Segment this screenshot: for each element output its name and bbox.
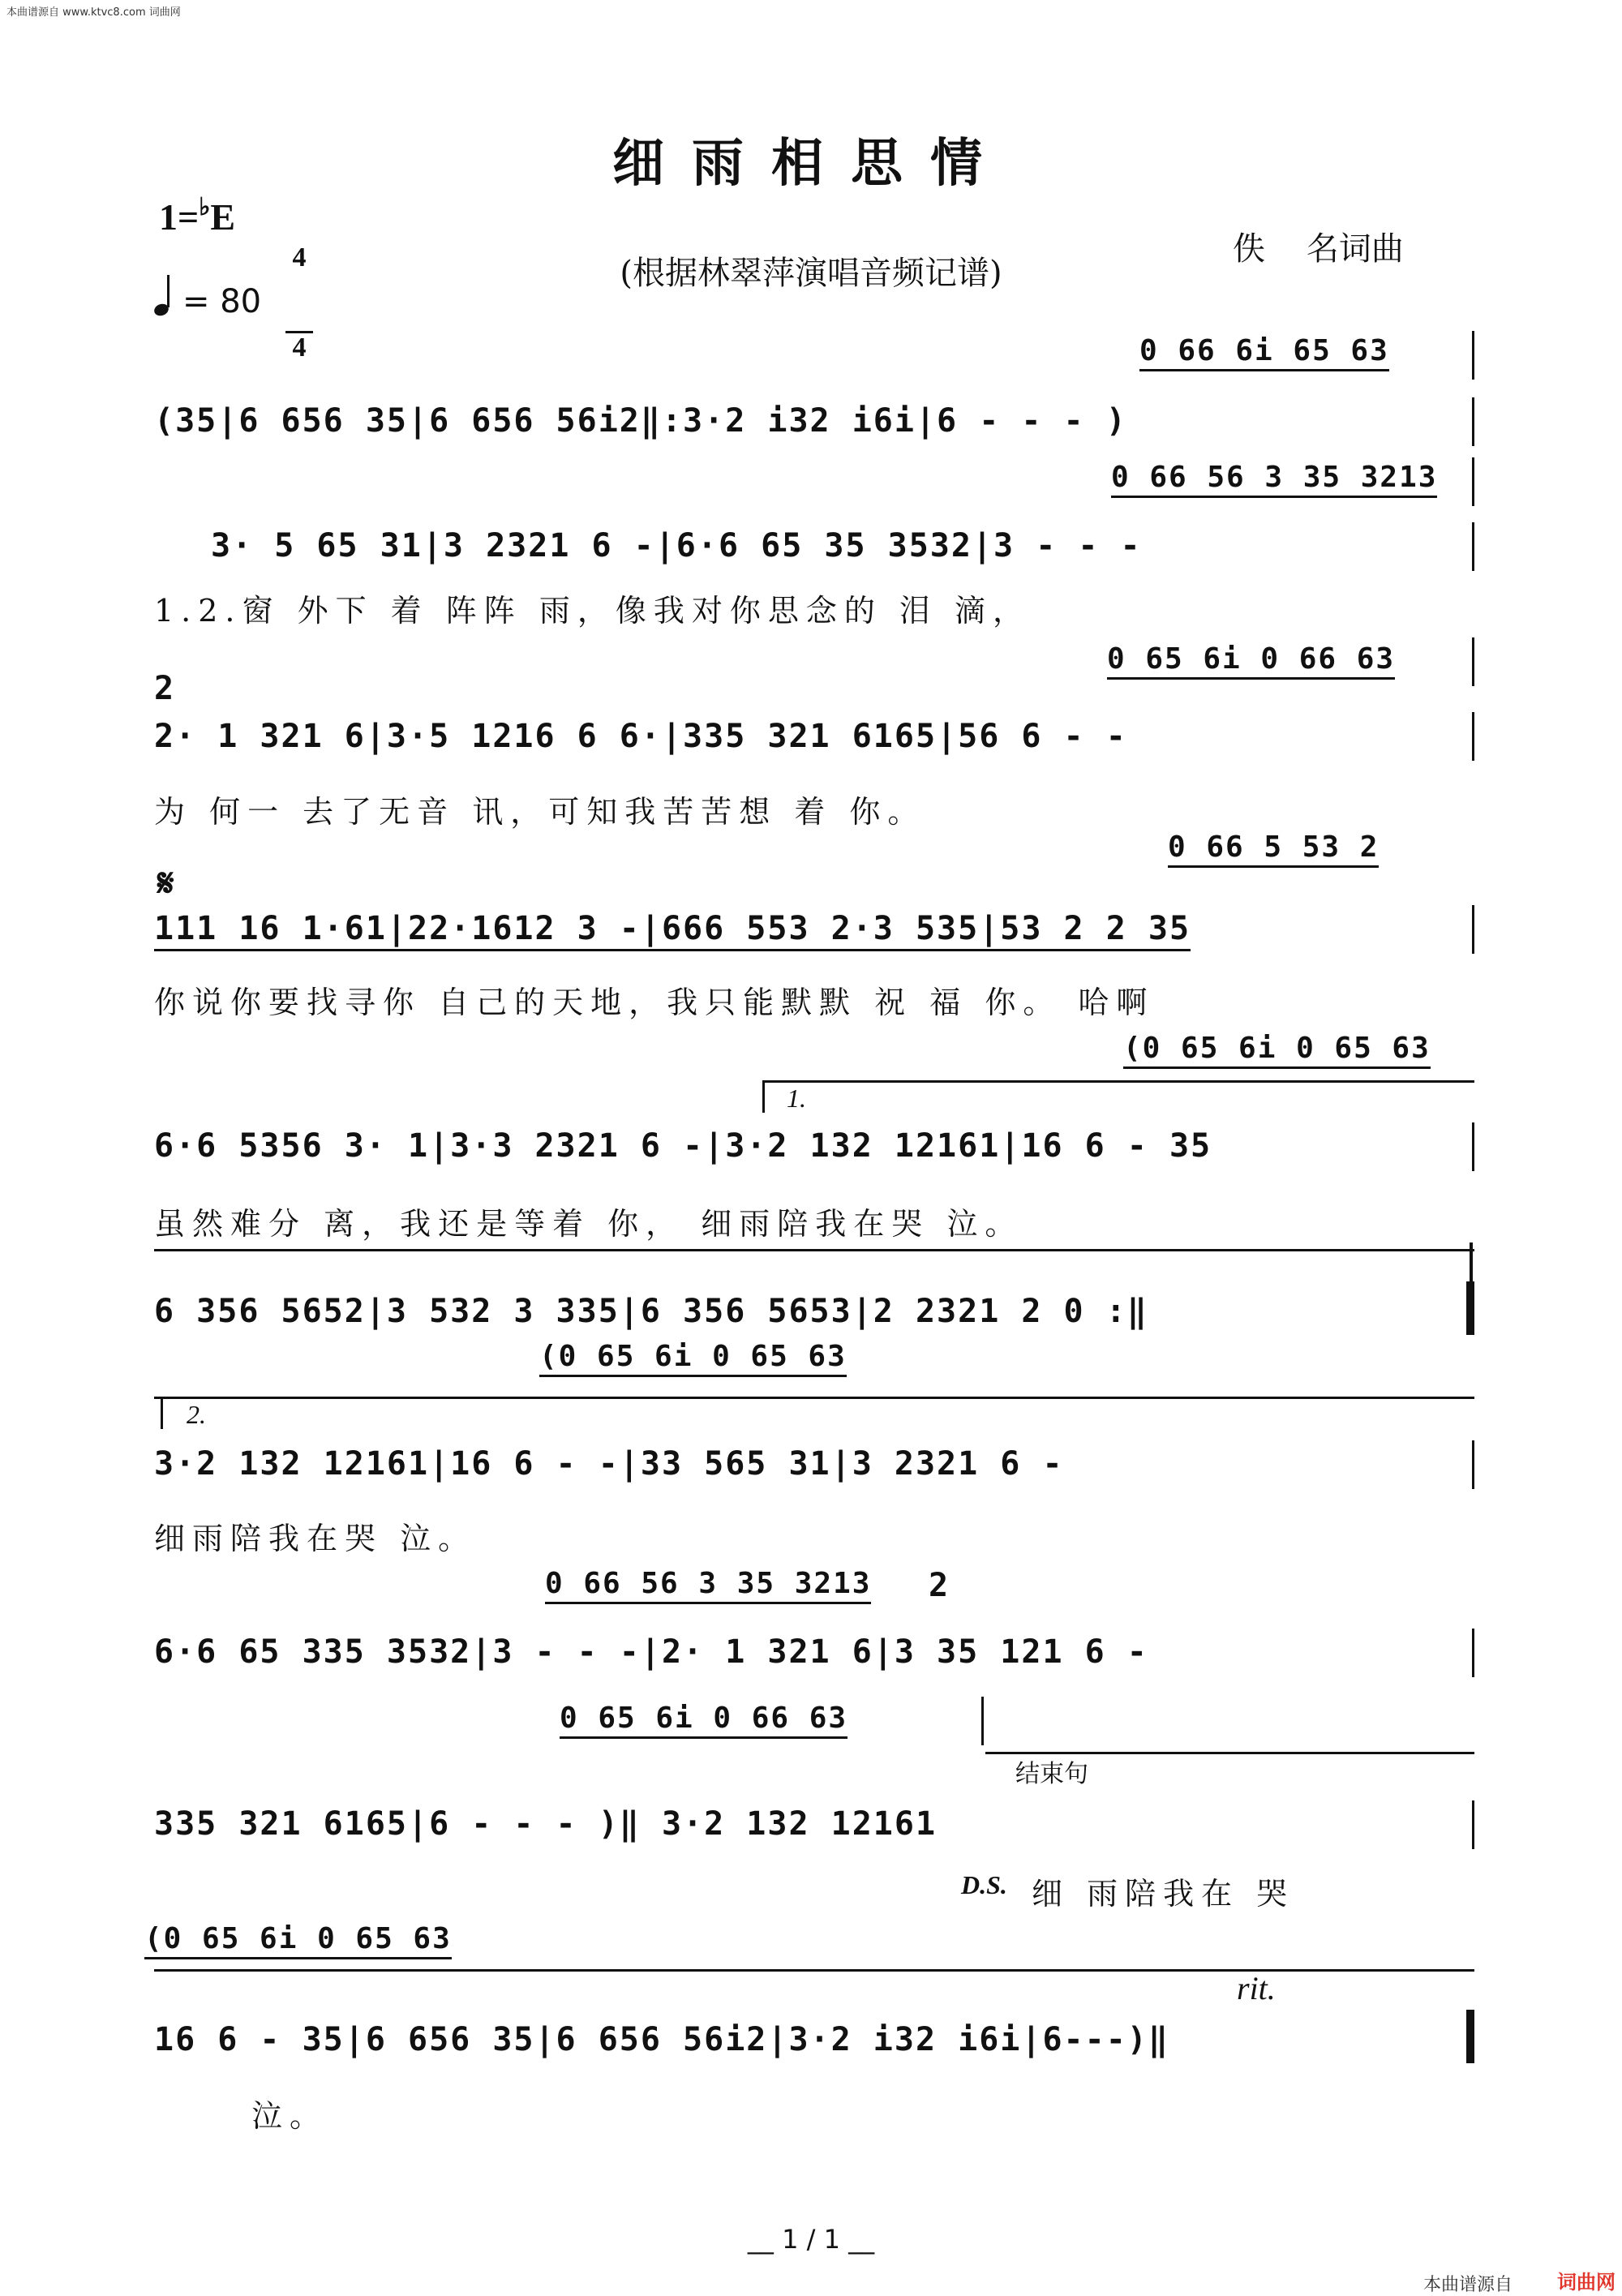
notation-row-8: 6·6 65 335 3532|3 - - -|2· 1 321 6|3 35 121 6 - (154, 1633, 1148, 1671)
barline (1472, 712, 1474, 761)
barline (981, 1697, 984, 1745)
section-rule (154, 1969, 1474, 1972)
notation-row-8-upper: 0 66 56 3 35 3213 (545, 1567, 871, 1604)
barline (1472, 637, 1474, 686)
dal-segno-marker: D.S. (961, 1870, 1007, 1899)
author-credit: 佚 名词曲 (1233, 230, 1404, 268)
lyrics-row-2: 1.2.窗 外下 着 阵阵 雨，像我对你思念的 泪 滴， (154, 593, 1031, 629)
notation-row-6-lower: (0 65 6i 0 65 63 (539, 1340, 847, 1377)
lyrics-row-9: 细 雨陪我在 哭 (1032, 1876, 1295, 1912)
watermark-bottom: 本曲谱源自 (1423, 2275, 1513, 2295)
notation-row-3-upper: 0 65 6i 0 66 63 (1107, 642, 1395, 680)
notation-row-5-upper: (0 65 6i 0 65 63 (1123, 1032, 1431, 1069)
lyrics-row-10: 泣。 (251, 2098, 328, 2134)
volta-2-bracket (154, 1397, 1474, 1399)
barline (1472, 905, 1474, 954)
measure-marker: 2 (154, 670, 176, 707)
ritardando-marking: rit. (1237, 1970, 1276, 2006)
barline (1472, 331, 1474, 380)
notation-row-4-upper: 0 66 5 53 2 (1168, 830, 1379, 868)
flat-icon: ♭ (199, 194, 211, 221)
lyrics-row-3: 为 何一 去了无音 讯，可知我苦苦想 着 你。 (154, 794, 926, 830)
tempo-marking: = 80 (154, 280, 261, 320)
meter-denominator: 4 (285, 331, 313, 363)
repeat-end-barline (1466, 1281, 1474, 1335)
notation-row-3: 2· 1 321 6|3·5 1216 6 6·|335 321 6165|56 6 - - (154, 718, 1127, 755)
subtitle: (根据林翠萍演唱音频记谱) (620, 255, 1002, 292)
volta-1-bracket (762, 1080, 1474, 1083)
barline (1472, 457, 1474, 506)
barline (1472, 397, 1474, 446)
page-number: __ 1 / 1 __ (747, 2224, 875, 2255)
notation-row-9-upper: 0 65 6i 0 66 63 (560, 1702, 847, 1739)
notation-row-10: 16 6 - 35|6 656 35|6 656 56i2|3·2 i32 i6i|6---)‖ (154, 2021, 1169, 2058)
site-logo: 词曲网 (1557, 2271, 1616, 2294)
song-title: 细雨相思情 (612, 133, 1010, 194)
notation-row-1-pickup: 0 66 6i 65 63 (1139, 334, 1389, 371)
final-barline (1466, 2010, 1474, 2063)
notation-row-9: 335 321 6165|6 - - - )‖ 3·2 132 12161 (154, 1805, 938, 1843)
lyrics-row-4: 你说你要找寻你 自己的天地，我只能默默 祝 福 你。 哈啊 (154, 985, 1155, 1020)
volta-1-label: 1. (787, 1084, 806, 1113)
key-signature: 1=♭E (159, 194, 236, 238)
notation-row-4: 111 16 1·61|22·1612 3 -|666 553 2·3 535|53 2 2 35 (154, 910, 1191, 951)
barline (1472, 1122, 1474, 1171)
lyrics-row-7: 细雨陪我在哭 泣。 (154, 1521, 477, 1556)
measure-marker: 2 (929, 1567, 950, 1604)
watermark-top: 本曲谱源自 www.ktvc8.com 词曲网 (6, 6, 181, 19)
volta-2-label: 2. (187, 1400, 206, 1429)
barline (1472, 1440, 1474, 1489)
coda-label: 结束句 (1015, 1760, 1088, 1788)
barline (1472, 1800, 1474, 1849)
notation-row-2-upper: 0 66 56 3 35 3213 (1111, 461, 1437, 498)
barline (1472, 522, 1474, 571)
notation-row-2: 3· 5 65 31|3 2321 6 -|6·6 65 35 3532|3 - - - (211, 527, 1142, 564)
section-rule (154, 1249, 1474, 1251)
notation-row-7: 3·2 132 12161|16 6 - -|33 565 31|3 2321 6 - (154, 1445, 1064, 1483)
meter-numerator: 4 (292, 242, 307, 273)
notation-row-6: 6 356 5652|3 532 3 335|6 356 5653|2 2321 2 0 :‖ (154, 1293, 1148, 1330)
notation-row-10-upper: (0 65 6i 0 65 63 (144, 1922, 452, 1959)
segno-icon: 𝄋 (157, 862, 174, 905)
notation-row-5: 6·6 5356 3· 1|3·3 2321 6 -|3·2 132 12161|16 6 - 35 (154, 1127, 1212, 1165)
lyrics-row-5: 虽然难分 离，我还是等着 你， 细雨陪我在哭 泣。 (154, 1206, 1023, 1242)
notation-row-1: (35|6 656 35|6 656 56i2‖:3·2 i32 i6i|6 - - - ) (154, 402, 1127, 440)
barline (1472, 1629, 1474, 1677)
